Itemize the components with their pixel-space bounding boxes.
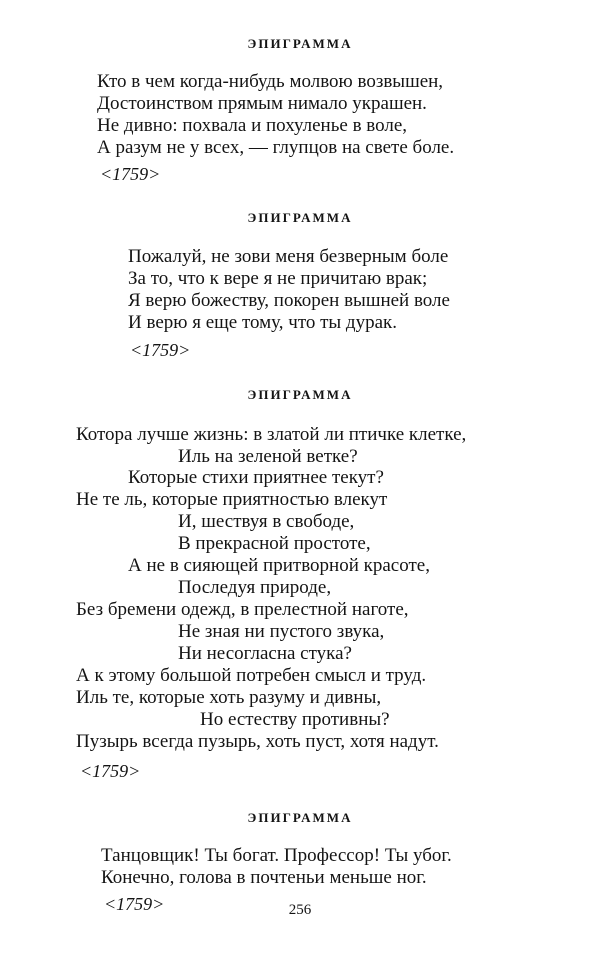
page-number: 256: [288, 902, 312, 918]
poem-4-title: ЭПИГРАММА: [247, 810, 353, 825]
poem-3-line-1: Котора лучше жизнь: в златой ли птичке клетке,: [76, 424, 467, 445]
poem-4-line-2: Конечно, голова в почтеньи меньше ног.: [101, 867, 427, 888]
poem-3-line-8: Последуя природе,: [178, 577, 332, 598]
poem-1-date: <1759>: [100, 164, 161, 184]
poem-3-line-11: Ни несогласна стука?: [178, 643, 352, 664]
poem-1-title: ЭПИГРАММА: [247, 36, 353, 51]
poem-3-line-4: Не те ль, которые приятностью влекут: [76, 489, 388, 510]
poem-3-title: ЭПИГРАММА: [247, 387, 353, 402]
poem-4-date: <1759>: [104, 894, 165, 914]
poem-3-line-12: А к этому большой потребен смысл и труд.: [76, 665, 427, 686]
poem-3-line-7: А не в сияющей притворной красоте,: [128, 555, 430, 576]
poem-3-line-6: В прекрасной простоте,: [178, 533, 371, 554]
poem-3-line-15: Пузырь всегда пузырь, хоть пуст, хотя надут.: [76, 731, 439, 752]
poem-2-line-1: Пожалуй, не зови меня безверным боле: [128, 246, 449, 267]
poem-3-line-3: Которые стихи приятнее текут?: [128, 467, 384, 488]
poem-3-line-9: Без бремени одежд, в прелестной наготе,: [76, 599, 409, 620]
poem-3-line-5: И, шествуя в свободе,: [178, 511, 355, 532]
poem-1-line-1: Кто в чем когда-нибудь молвою возвышен,: [97, 71, 444, 92]
poem-1-line-4: А разум не у всех, — глупцов на свете боле.: [97, 137, 455, 158]
poem-3-line-14: Но естеству противны?: [200, 709, 390, 730]
poem-2-date: <1759>: [130, 340, 191, 360]
poem-3-line-10: Не зная ни пустого звука,: [178, 621, 385, 642]
poem-3-line-2: Иль на зеленой ветке?: [178, 446, 358, 467]
poem-3-date: <1759>: [80, 761, 141, 781]
poem-4-line-1: Танцовщик! Ты богат. Профессор! Ты убог.: [101, 845, 452, 866]
poem-2-line-3: Я верю божеству, покорен вышней воле: [128, 290, 450, 311]
poem-1-line-2: Достоинством прямым нимало украшен.: [97, 93, 427, 114]
poem-2-title: ЭПИГРАММА: [247, 210, 353, 225]
poem-1-line-3: Не дивно: похвала и похуленье в воле,: [97, 115, 408, 136]
poem-2-line-2: За то, что к вере я не причитаю врак;: [128, 268, 428, 289]
poem-3-line-13: Иль те, которые хоть разуму и дивны,: [76, 687, 382, 708]
poem-2-line-4: И верю я еще тому, что ты дурак.: [128, 312, 398, 333]
